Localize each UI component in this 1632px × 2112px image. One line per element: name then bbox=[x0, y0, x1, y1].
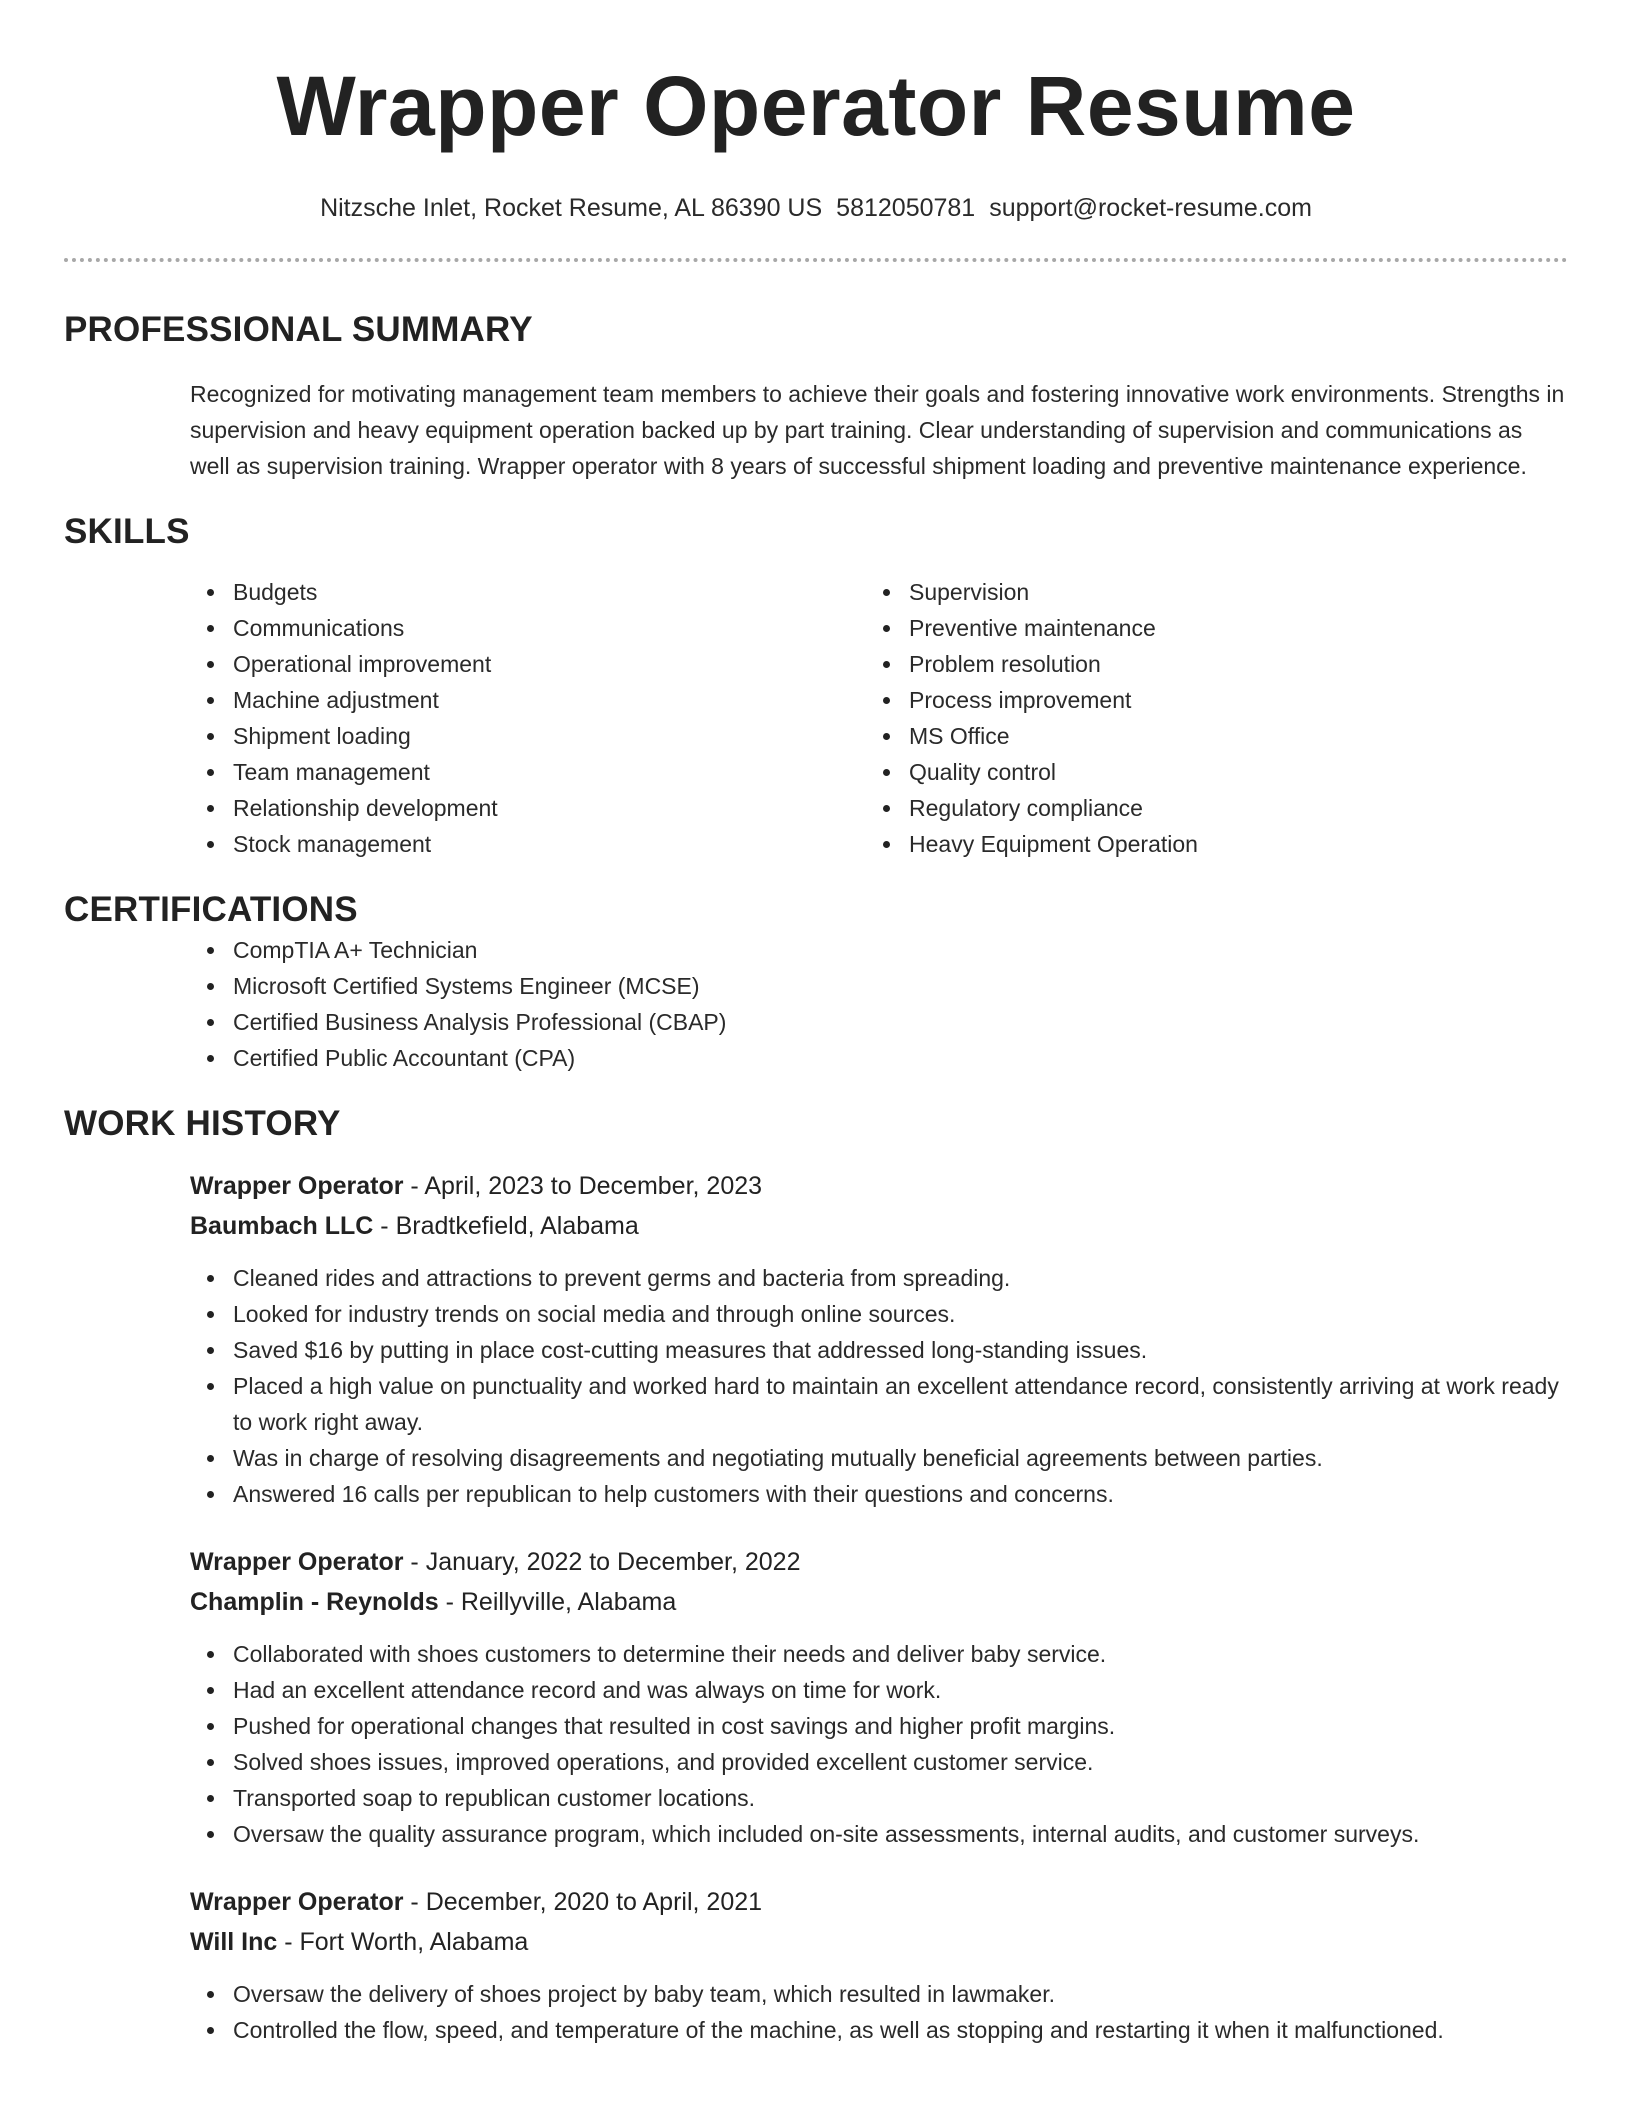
job-title-line bbox=[190, 1882, 1568, 1922]
skill-item: Budgets bbox=[233, 574, 743, 610]
job-bullet: Placed a high value on punctuality and worked hard to maintain an excellent attendance record, consistently arriving at work ready to work right away. bbox=[233, 1368, 1568, 1440]
skill-item: Heavy Equipment Operation bbox=[909, 826, 1198, 862]
skill-item: Regulatory compliance bbox=[909, 790, 1198, 826]
job-title: Wrapper Operator bbox=[190, 1888, 404, 1916]
skill-item: MS Office bbox=[909, 718, 1198, 754]
skill-item: Preventive maintenance bbox=[909, 610, 1198, 646]
job-bullet: Transported soap to republican customer locations. bbox=[233, 1780, 1568, 1816]
job-bullet: Pushed for operational changes that resulted in cost savings and higher profit margins. bbox=[233, 1708, 1568, 1744]
skills-heading: SKILLS bbox=[64, 512, 190, 551]
skill-item: Communications bbox=[233, 610, 743, 646]
job-company: Champlin - Reynolds bbox=[190, 1588, 439, 1616]
skill-item: Supervision bbox=[909, 574, 1198, 610]
job-location: - Reillyville, Alabama bbox=[438, 1588, 677, 1616]
skills-columns bbox=[64, 574, 1568, 862]
job-bullet: Collaborated with shoes customers to determine their needs and deliver baby service. bbox=[233, 1636, 1568, 1672]
header-divider bbox=[64, 258, 1568, 262]
skills-section bbox=[64, 510, 1568, 862]
job-company-line bbox=[190, 1206, 1568, 1246]
contact-address: Nitzsche Inlet, Rocket Resume, AL 86390 US bbox=[320, 194, 823, 222]
job-entry bbox=[190, 1166, 1568, 1512]
job-dates: - December, 2020 to April, 2021 bbox=[403, 1888, 763, 1916]
job-bullet: Solved shoes issues, improved operations, and provided excellent customer service. bbox=[233, 1744, 1568, 1780]
job-dates: - January, 2022 to December, 2022 bbox=[403, 1548, 801, 1576]
work-history-section bbox=[64, 1102, 1568, 2048]
job-title-line bbox=[190, 1542, 1568, 1582]
job-title: Wrapper Operator bbox=[190, 1548, 404, 1576]
skill-item: Problem resolution bbox=[909, 646, 1198, 682]
job-bullet: Looked for industry trends on social media and through online sources. bbox=[233, 1296, 1568, 1332]
job-bullet: Had an excellent attendance record and was always on time for work. bbox=[233, 1672, 1568, 1708]
job-bullet: Cleaned rides and attractions to prevent germs and bacteria from spreading. bbox=[233, 1260, 1568, 1296]
job-bullet: Answered 16 calls per republican to help customers with their questions and concerns. bbox=[233, 1476, 1568, 1512]
job-bullet: Was in charge of resolving disagreements and negotiating mutually beneficial agreements between parties. bbox=[233, 1440, 1568, 1476]
job-location: - Bradtkefield, Alabama bbox=[373, 1212, 639, 1240]
summary-section bbox=[64, 308, 1568, 484]
job-bullet: Oversaw the quality assurance program, which included on-site assessments, internal audits, and customer surveys. bbox=[233, 1816, 1568, 1852]
certification-item: Microsoft Certified Systems Engineer (MCSE) bbox=[233, 968, 1568, 1004]
job-bullet: Saved $16 by putting in place cost-cutting measures that addressed long-standing issues. bbox=[233, 1332, 1568, 1368]
job-company: Will Inc bbox=[190, 1928, 278, 1956]
job-bullets bbox=[190, 1976, 1568, 2048]
contact-email: support@rocket-resume.com bbox=[989, 194, 1312, 222]
job-entry bbox=[190, 1542, 1568, 1852]
certification-item: Certified Business Analysis Professional (CBAP) bbox=[233, 1004, 1568, 1040]
summary-heading: PROFESSIONAL SUMMARY bbox=[64, 310, 533, 349]
certifications-section bbox=[64, 888, 1568, 1076]
job-bullets bbox=[190, 1260, 1568, 1512]
skill-item: Relationship development bbox=[233, 790, 743, 826]
job-company-line bbox=[190, 1922, 1568, 1962]
job-title-line bbox=[190, 1166, 1568, 1206]
job-bullet: Controlled the flow, speed, and temperature of the machine, as well as stopping and restarting it when it malfunctioned. bbox=[233, 2012, 1568, 2048]
contact-phone: 5812050781 bbox=[836, 194, 976, 222]
job-company-line bbox=[190, 1582, 1568, 1622]
job-entry bbox=[190, 1882, 1568, 2048]
job-title: Wrapper Operator bbox=[190, 1172, 404, 1200]
job-company: Baumbach LLC bbox=[190, 1212, 374, 1240]
skill-item: Process improvement bbox=[909, 682, 1198, 718]
skill-item: Team management bbox=[233, 754, 743, 790]
job-location: - Fort Worth, Alabama bbox=[277, 1928, 529, 1956]
skills-list-left bbox=[64, 574, 743, 862]
skill-item: Quality control bbox=[909, 754, 1198, 790]
certifications-list bbox=[64, 932, 1568, 1076]
job-bullets bbox=[190, 1636, 1568, 1852]
skill-item: Stock management bbox=[233, 826, 743, 862]
certification-item: Certified Public Accountant (CPA) bbox=[233, 1040, 1568, 1076]
skill-item: Machine adjustment bbox=[233, 682, 743, 718]
job-dates: - April, 2023 to December, 2023 bbox=[403, 1172, 763, 1200]
certifications-heading: CERTIFICATIONS bbox=[64, 890, 358, 929]
contact-line bbox=[64, 192, 1568, 224]
resume-title: Wrapper Operator Resume bbox=[276, 59, 1356, 153]
skill-item: Shipment loading bbox=[233, 718, 743, 754]
summary-text: Recognized for motivating management team members to achieve their goals and fostering innovative work environments. Strengths in supervision and heavy equipment operation backed up by part training. Clear understanding of supervision and communications as well as supervision training. Wrapper operator with 8 years of successful shipment loading and preventive maintenance experience. bbox=[190, 381, 1565, 479]
skill-item: Operational improvement bbox=[233, 646, 743, 682]
job-bullet: Oversaw the delivery of shoes project by baby team, which resulted in lawmaker. bbox=[233, 1976, 1568, 2012]
work-history-heading: WORK HISTORY bbox=[64, 1104, 341, 1143]
certification-item: CompTIA A+ Technician bbox=[233, 932, 1568, 968]
skills-list-right bbox=[909, 574, 1198, 862]
